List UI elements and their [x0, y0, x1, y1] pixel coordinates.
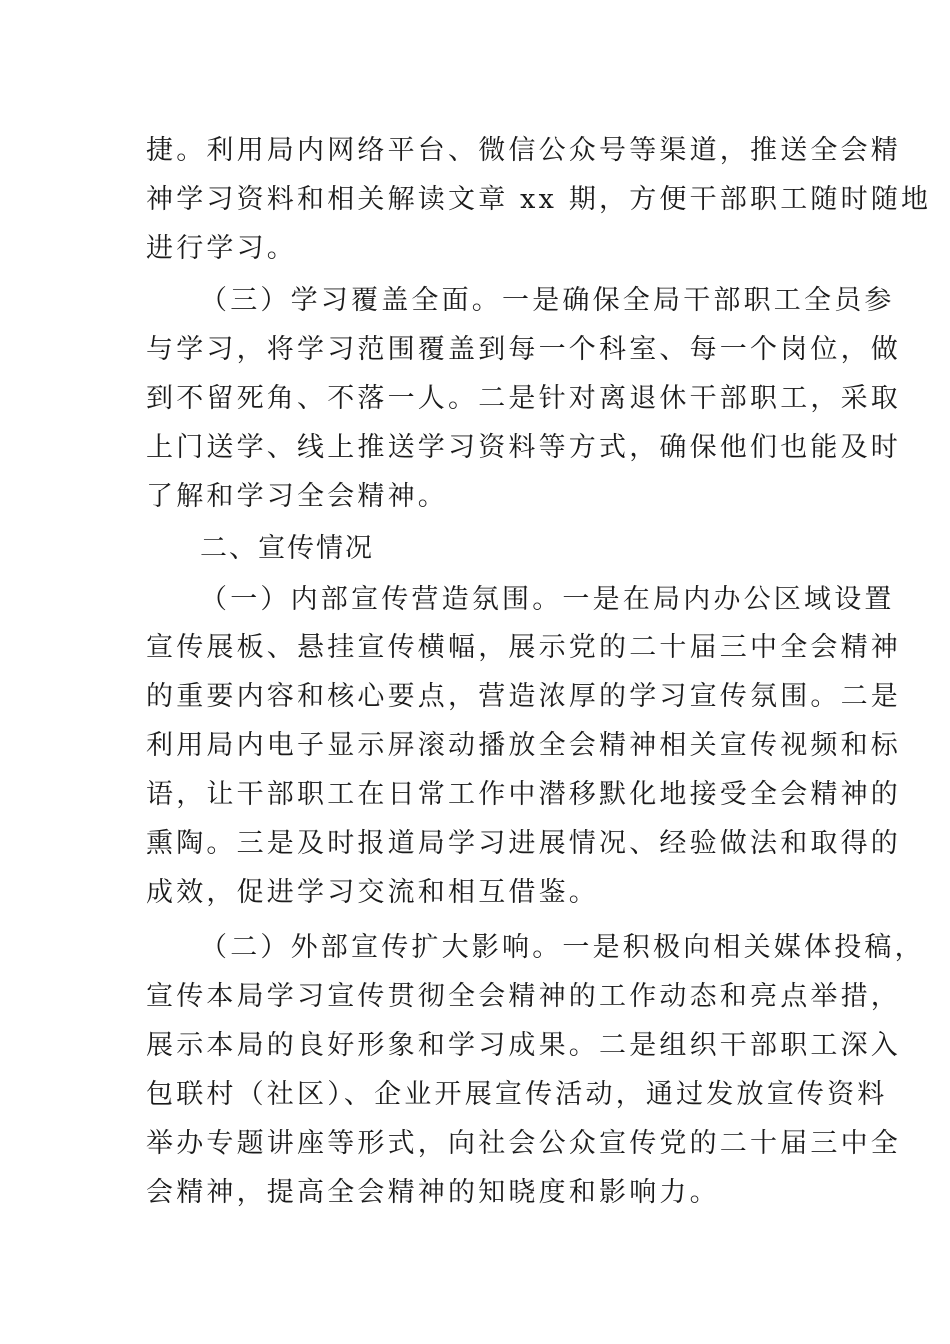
text-line: 捷。利用局内网络平台、微信公众号等渠道，推送全会精	[146, 135, 901, 166]
text-line: 成效，促进学习交流和相互借鉴。	[146, 877, 599, 908]
text-line: 的重要内容和核心要点，营造浓厚的学习宣传氛围。二是	[146, 681, 901, 712]
text-line: 展示本局的良好形象和学习成果。二是组织干部职工深入	[146, 1030, 901, 1061]
subsection-1-heading-line: （一）内部宣传营造氛围。一是在局内办公区域设置	[200, 584, 895, 615]
text-line: 利用局内电子显示屏滚动播放全会精神相关宣传视频和标	[146, 730, 901, 761]
text-line: 进行学习。	[146, 233, 297, 264]
text-line: 举办专题讲座等形式，向社会公众宣传党的二十届三中全	[146, 1128, 901, 1159]
subsection-2-heading-line: （二）外部宣传扩大影响。一是积极向相关媒体投稿，	[200, 932, 925, 963]
text-line: 包联村（社区）、企业开展宣传活动，通过发放宣传资料	[146, 1079, 888, 1110]
text-line: 熏陶。三是及时报道局学习进展情况、经验做法和取得的	[146, 828, 901, 859]
text-line: 宣传本局学习宣传贯彻全会精神的工作动态和亮点举措，	[146, 981, 901, 1012]
text-line: 了解和学习全会精神。	[146, 481, 448, 512]
text-line: 语，让干部职工在日常工作中潜移默化地接受全会精神的	[146, 779, 901, 810]
text-line: 与学习，将学习范围覆盖到每一个科室、每一个岗位，做	[146, 334, 901, 365]
section-heading: 二、宣传情况	[200, 533, 374, 564]
text-line: 上门送学、线上推送学习资料等方式，确保他们也能及时	[146, 432, 901, 463]
section-3-heading-line: （三）学习覆盖全面。一是确保全局干部职工全员参	[200, 285, 895, 316]
text-line: 会精神，提高全会精神的知晓度和影响力。	[146, 1177, 720, 1208]
text-line: 神学习资料和相关解读文章 xx 期，方便干部职工随时随地	[146, 184, 932, 215]
text-line: 到不留死角、不落一人。二是针对离退休干部职工，采取	[146, 383, 901, 414]
text-line: 宣传展板、悬挂宣传横幅，展示党的二十届三中全会精神	[146, 632, 901, 663]
